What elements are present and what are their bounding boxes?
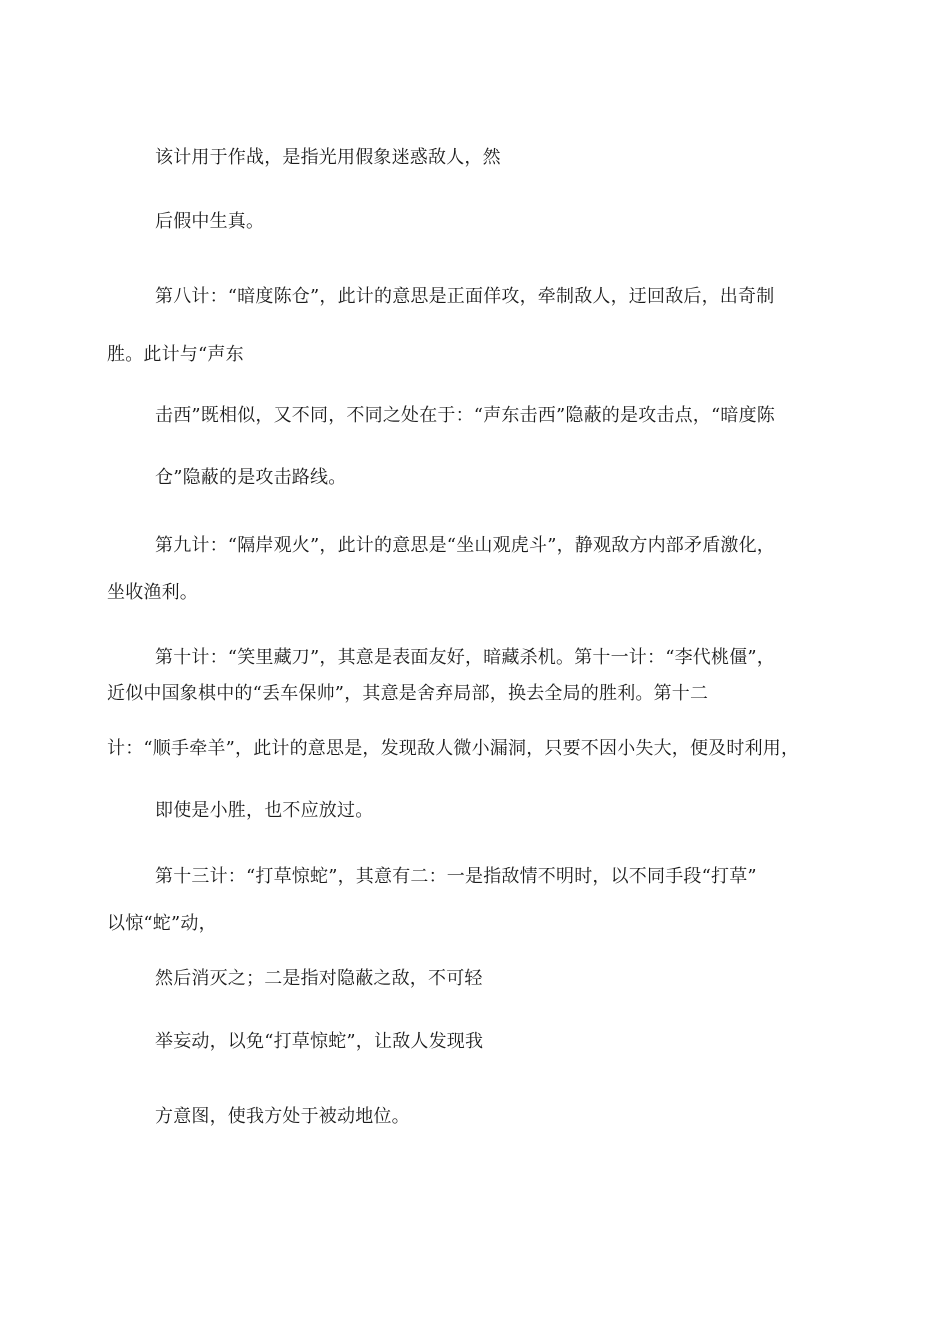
text-line: 计：“顺手牵羊”，此计的意思是，发现敌人微小漏洞，只要不因小失大，便及时利用， <box>107 738 800 759</box>
text-line: 即使是小胜，也不应放过。 <box>155 800 374 821</box>
text-line: 击西”既相似，又不同，不同之处在于：“声东击西”隐蔽的是攻击点，“暗度陈 <box>155 405 776 426</box>
text-line: 第十计：“笑里藏刀”，其意是表面友好，暗藏杀机。第十一计：“李代桃僵”， <box>155 647 776 668</box>
text-line: 第九计：“隔岸观火”，此计的意思是“坐山观虎斗”，静观敌方内部矛盾激化， <box>155 535 776 556</box>
text-line: 第八计：“暗度陈仓”，此计的意思是正面佯攻，牵制敌人，迂回敌后，出奇制 <box>155 286 775 307</box>
text-line: 然后消灭之；二是指对隐蔽之敌，不可轻 <box>155 968 483 989</box>
text-line: 近似中国象棋中的“丢车保帅”，其意是舍弃局部，换去全局的胜利。第十二 <box>107 683 709 704</box>
text-line: 坐收渔利。 <box>107 582 198 603</box>
text-line: 方意图，使我方处于被动地位。 <box>155 1106 410 1127</box>
text-line: 以惊“蛇”动， <box>107 913 217 934</box>
text-line: 举妄动，以免“打草惊蛇”，让敌人发现我 <box>155 1031 484 1052</box>
text-line: 胜。此计与“声东 <box>107 344 244 365</box>
text-line: 后假中生真。 <box>155 211 265 232</box>
text-line: 该计用于作战，是指光用假象迷惑敌人，然 <box>155 147 501 168</box>
text-line: 仓”隐蔽的是攻击路线。 <box>155 467 347 488</box>
text-line: 第十三计：“打草惊蛇”，其意有二：一是指敌情不明时，以不同手段“打草” <box>155 866 757 887</box>
